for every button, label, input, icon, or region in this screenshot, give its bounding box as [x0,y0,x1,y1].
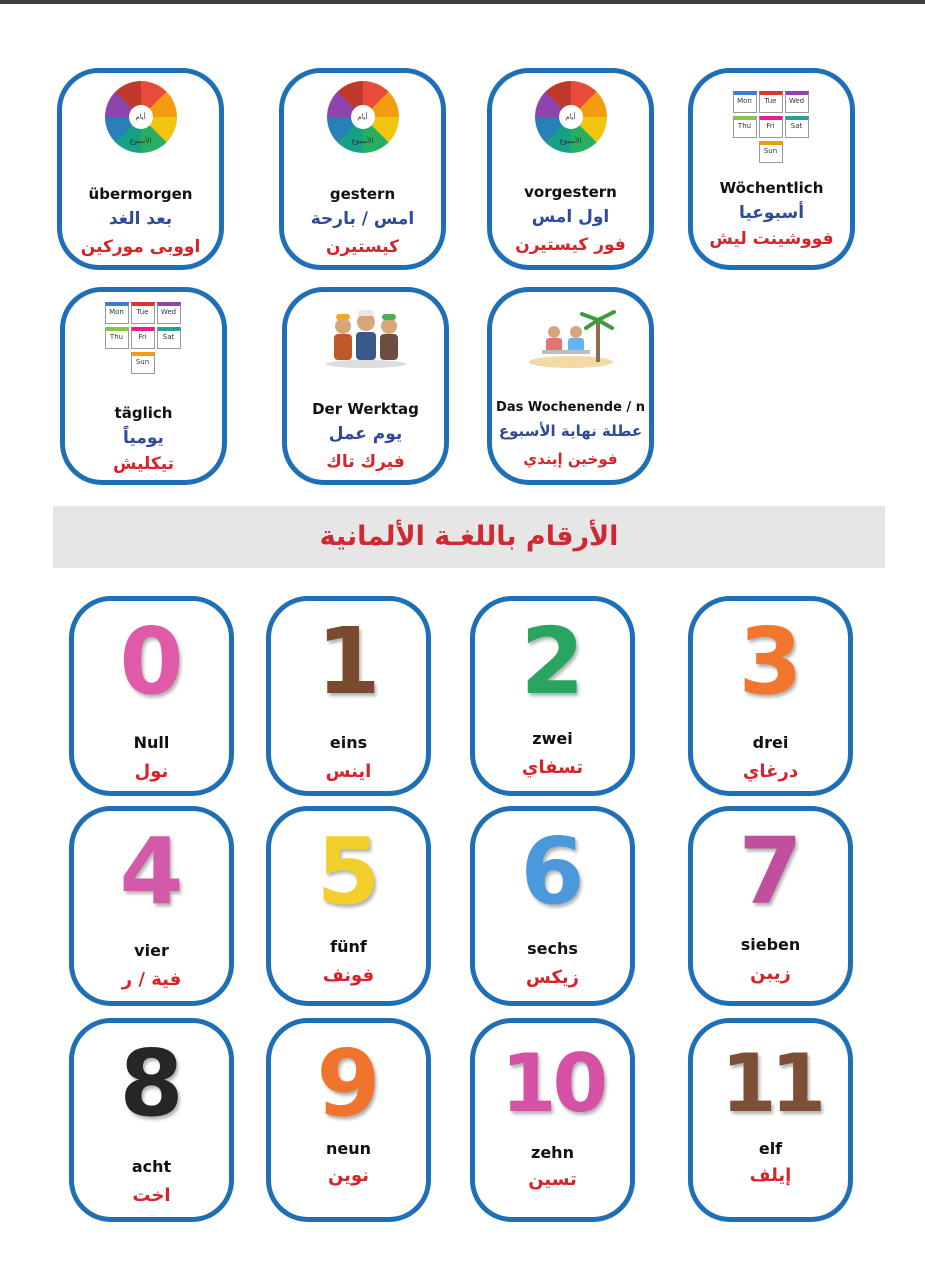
german-word: acht [131,1157,172,1176]
number-glyph: 7 [738,818,803,925]
calendar-day: Thu [105,327,129,349]
arabic-pronunciation: اخت [132,1185,171,1206]
arabic-pronunciation: زيكس [525,967,580,988]
number-card-2[interactable] [470,596,635,796]
calendar-day: Tue [759,91,783,113]
arabic-pronunciation: تسين [528,1169,577,1190]
arabic-pronunciation: تسفاي [521,757,584,778]
number-card-1[interactable] [266,596,431,796]
arabic-meaning: بعد الغد [108,209,173,229]
arabic-pronunciation: نوين [327,1165,369,1186]
number-glyph: 1 [316,608,381,715]
german-word: vier [134,941,169,960]
german-word: zwei [532,729,573,748]
number-glyph: 11 [720,1037,821,1130]
weekday-wheel-icon: أيام الأسبوع [327,81,399,153]
calendar-day: Tue [131,302,155,324]
arabic-meaning: يوم عمل [328,424,403,444]
german-word: drei [752,733,789,752]
number-card-0[interactable] [69,596,234,796]
arabic-pronunciation: فونف [322,965,375,986]
arabic-pronunciation: فية / ر [121,969,182,990]
card-wochenende[interactable] [487,287,654,485]
german-word: elf [758,1139,783,1158]
arabic-pronunciation: تيكليش [112,454,175,474]
calendar-day: Fri [131,327,155,349]
card-werktag[interactable] [282,287,449,485]
calendar-day: Sun [759,141,783,163]
top-border [0,0,925,4]
calendar-day: Sat [157,327,181,349]
german-word: neun [325,1139,372,1158]
arabic-meaning: اول امس [531,207,610,227]
german-word: eins [329,733,368,752]
german-word: fünf [330,937,367,956]
german-word: vorgestern [524,183,617,201]
number-glyph: 6 [520,818,585,925]
calendar-day: Fri [759,116,783,138]
number-glyph: 5 [316,818,381,925]
number-card-9[interactable] [266,1018,431,1222]
card-vorgestern[interactable] [487,68,654,270]
number-glyph: 10 [500,1037,605,1130]
calendar-day: Wed [785,91,809,113]
number-card-4[interactable] [69,806,234,1006]
german-word: täglich [114,404,173,422]
arabic-pronunciation: درغاي [742,761,799,782]
german-word: sechs [527,939,578,958]
arabic-pronunciation: اينس [325,761,372,782]
number-card-3[interactable] [688,596,853,796]
german-word: zehn [531,1143,574,1162]
arabic-pronunciation: فور كيستيرن [515,235,626,255]
german-word: übermorgen [88,185,193,203]
number-glyph: 8 [119,1030,184,1137]
arabic-pronunciation: كيستيرن [325,237,400,257]
beach-icon [526,306,616,368]
german-word: Das Wochenende / n [496,400,645,415]
arabic-meaning: عطلة نهاية الأسبوع [498,422,643,440]
number-card-10[interactable] [470,1018,635,1222]
number-card-5[interactable] [266,806,431,1006]
weekday-wheel-icon: أيام الأسبوع [105,81,177,153]
arabic-pronunciation: فووشينت ليش [709,229,834,249]
german-word: sieben [740,935,801,954]
arabic-pronunciation: زيبن [750,963,791,984]
calendar-days-icon [731,91,813,166]
calendar-day: Thu [733,116,757,138]
arabic-meaning: يومياً [123,428,164,448]
calendar-day: Sat [785,116,809,138]
arabic-pronunciation: إيلف [749,1165,792,1186]
weekday-wheel-icon: أيام الأسبوع [535,81,607,153]
german-word: Null [133,733,170,752]
card-uebermorgen[interactable] [57,68,224,270]
number-glyph: 2 [520,608,585,715]
german-word: gestern [329,185,396,203]
arabic-pronunciation: فوخين إيندي [523,450,618,468]
calendar-day: Wed [157,302,181,324]
arabic-pronunciation: فيرك تاك [326,452,405,472]
arabic-pronunciation: نول [134,761,169,782]
arabic-meaning: أسبوعيا [738,203,805,223]
number-glyph: 3 [738,608,803,715]
number-card-11[interactable] [688,1018,853,1222]
number-glyph: 9 [316,1030,381,1137]
card-woechentlich[interactable] [688,68,855,270]
german-word: Der Werktag [312,400,419,418]
number-glyph: 0 [119,608,184,715]
arabic-pronunciation: اووبى موركين [80,237,201,257]
number-card-6[interactable] [470,806,635,1006]
number-card-8[interactable] [69,1018,234,1222]
section-title: الأرقام باللغـة الألمانية [53,506,885,568]
calendar-day: Mon [733,91,757,113]
arabic-meaning: امس / بارحة [310,209,415,229]
card-gestern[interactable] [279,68,446,270]
calendar-days-icon [103,302,185,377]
number-card-7[interactable] [688,806,853,1006]
calendar-day: Sun [131,352,155,374]
card-taeglich[interactable] [60,287,227,485]
german-word: Wöchentlich [719,179,824,197]
calendar-day: Mon [105,302,129,324]
number-glyph: 4 [119,818,184,925]
workers-icon [321,306,411,368]
